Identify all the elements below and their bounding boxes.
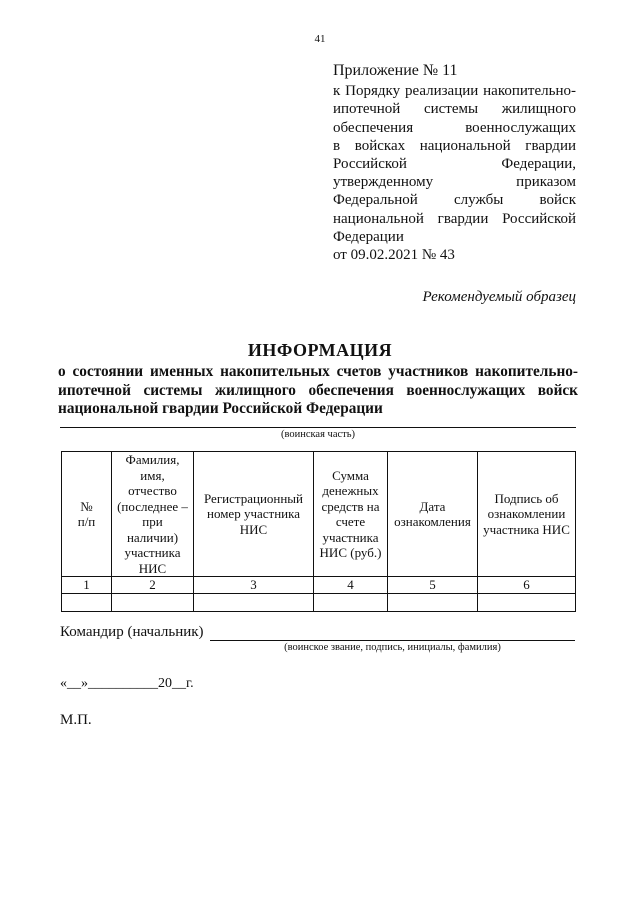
- page-number: 41: [314, 33, 326, 45]
- appendix-line: обеспечения военнослужащих: [333, 119, 576, 136]
- appendix-line: к Порядку реализации накопительно-: [333, 83, 576, 100]
- col-header-number: [62, 452, 112, 577]
- header-text: Подпись об ознакомлении участника НИС: [483, 490, 570, 537]
- sample-note: Рекомендуемый образец: [422, 289, 576, 305]
- military-unit-line: [60, 427, 576, 428]
- empty-cell: [62, 594, 112, 612]
- header-text: № п/п: [77, 498, 96, 529]
- col-header-acquaintance-date: [388, 452, 478, 577]
- appendix-line: от 09.02.2021 № 43: [333, 247, 455, 264]
- col-header-signature: [478, 452, 576, 577]
- document-title: ИНФОРМАЦИЯ: [247, 340, 393, 360]
- column-number-cell: 3: [194, 577, 314, 594]
- empty-cell: [112, 594, 194, 612]
- appendix-line: Федерации: [333, 228, 404, 245]
- table-numbering-row: [62, 577, 576, 594]
- subtitle-line: ипотечной системы жилищного обеспечения военнослужащих войск: [58, 381, 578, 399]
- empty-cell: [478, 594, 576, 612]
- column-number-cell: 2: [112, 577, 194, 594]
- header-text: Фамилия, имя, отчество (последнее – при наличии) участника НИС: [117, 452, 188, 576]
- subtitle-line: национальной гвардии Российской Федерации: [58, 400, 383, 417]
- appendix-block: [333, 62, 576, 264]
- appendix-line: ипотечной системы жилищного: [333, 101, 576, 118]
- appendix-title: Приложение № 11: [333, 62, 458, 79]
- date-line: «__»__________20__г.: [60, 676, 194, 691]
- appendix-line: национальной гвардии Российской: [333, 210, 576, 227]
- stamp-place: М.П.: [60, 712, 92, 728]
- commander-label: Командир (начальник): [60, 624, 204, 640]
- column-number-cell: 6: [478, 577, 576, 594]
- header-text: Регистрационный номер участника НИС: [203, 490, 304, 537]
- empty-cell: [388, 594, 478, 612]
- commander-caption: (воинское звание, подпись, инициалы, фамилия): [284, 642, 501, 653]
- header-text: Сумма денежных средств на счете участника НИС (руб.): [319, 467, 382, 560]
- table-empty-row: [62, 594, 576, 612]
- header-text: Дата ознакомления: [394, 498, 471, 529]
- column-number-cell: 1: [62, 577, 112, 594]
- appendix-line: Российской Федерации,: [333, 156, 576, 173]
- military-unit-caption: (воинская часть): [280, 429, 356, 440]
- document-subtitle: [58, 363, 578, 419]
- empty-cell: [314, 594, 388, 612]
- col-header-full-name: [112, 452, 194, 577]
- appendix-line: Федеральной службы войск: [333, 192, 576, 209]
- appendix-line: в войсках национальной гвардии: [333, 137, 576, 154]
- info-table: [61, 451, 576, 612]
- empty-cell: [194, 594, 314, 612]
- table-header-row: [62, 452, 576, 577]
- subtitle-line: о состоянии именных накопительных счетов участников накопительно-: [58, 363, 578, 380]
- column-number-cell: 5: [388, 577, 478, 594]
- appendix-line: утвержденному приказом: [333, 174, 576, 191]
- commander-signature-line: [210, 640, 575, 641]
- col-header-registration-number: [194, 452, 314, 577]
- column-number-cell: 4: [314, 577, 388, 594]
- col-header-account-sum: [314, 452, 388, 577]
